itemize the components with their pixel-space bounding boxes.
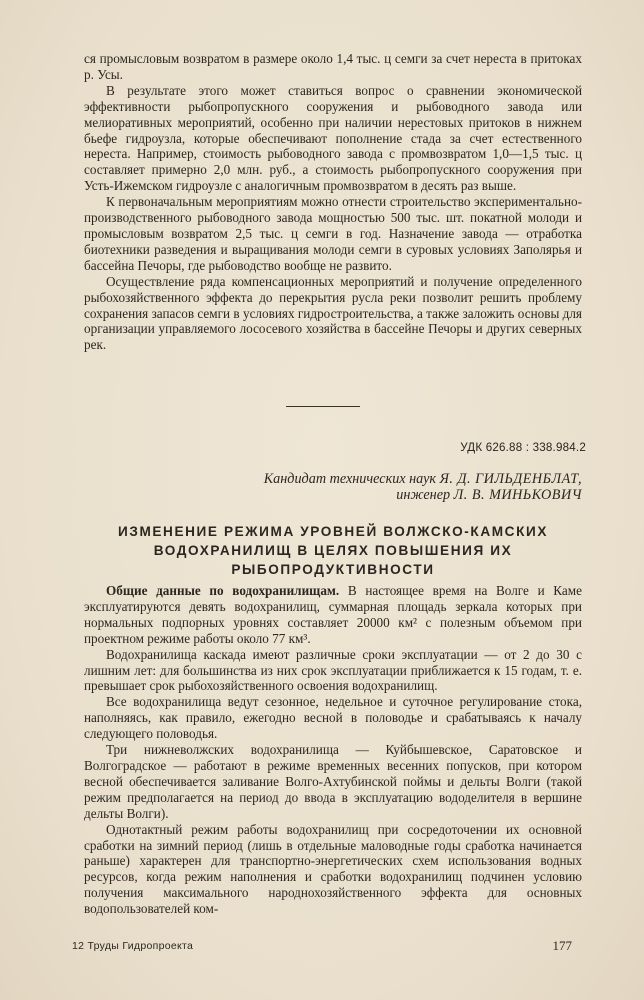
author-name: Я. Д. ГИЛЬДЕНБЛАТ, <box>439 471 582 487</box>
section-heading: Общие данные по водохранилищам. <box>106 583 340 598</box>
page-number: 177 <box>552 938 572 953</box>
section-divider <box>286 406 360 407</box>
paragraph: Однотактный режим работы водохранилищ при сосредоточении их основной сработки на зимний период (лишь в отдельные маловодные годы сработка начинается раньше) характерен для транспортно-энергетических схем использования водных ресурсов, когда режим наполнения и сработки водохранилищ подчинен условию получения максимального народнохозяйственного эффекта для основных водопользователей ком- <box>84 821 582 917</box>
paragraph: Все водохранилища ведут сезонное, недельное и суточное регулирование стока, наполняясь, как правило, ежегодно весной в половодье и срабатываясь к началу следующего половодья. <box>84 694 582 742</box>
lead-text: В настоящее время на Волге и Каме эксплуатируются девять водохранилищ, суммарная площадь зеркала которых при нормальных подпорных уровнях составляет 20000 км² с полезным объемом при проектном режиме работы около 77 км³. <box>84 583 582 646</box>
paragraph: ся промысловым возвратом в размере около 1,4 тыс. ц семги за счет нереста в притоках р. Усы. <box>84 51 582 82</box>
article-continuation <box>84 51 582 353</box>
article-body <box>84 583 582 917</box>
paragraph: В результате этого может ставиться вопрос о сравнении экономической эффективности рыбопропускного сооружения и рыбоводного завода или мелиоративных мероприятий, особенно при наличии нерестовых притоков в нижнем бьефе гидроузла, которые обеспечивают пополнение стада за счет естественного нереста. Например, стоимость рыбоводного завода с промвозвратом 1,0—1,5 тыс. ц составляет примерно 2,0 млн. руб., а стоимость рыбопропускного сооружения при Усть-Ижемском гидроузле с аналогичным промвозвратом в десять раз выше. <box>84 82 582 194</box>
paragraph: Осуществление ряда компенсационных мероприятий и получение определенного рыбохозяйственного эффекта до перекрытия русла реки позволит решить проблему сохранения запасов семги в условиях гидростроительства, а также заложить основы для организации управляемого лососевого хозяйства в бассейне Печоры и других северных рек. <box>84 273 582 353</box>
printer-signature: 12 Труды Гидропроекта <box>72 940 194 952</box>
title-line: РЫБОПРОДУКТИВНОСТИ <box>231 562 435 577</box>
author-line-2 <box>396 487 582 504</box>
paragraph: Три нижневолжских водохранилища — Куйбышевское, Саратовское и Волгоградское — работают в режиме временных весенних попусков, при котором весной обеспечивается заливание Волго-Ахтубинской поймы и дельты Волги (такой режим предполагается на период до ввода в эксплуатацию вододелителя в вершине дельты Волги). <box>84 742 582 821</box>
title-line: ВОДОХРАНИЛИЩ В ЦЕЛЯХ ПОВЫШЕНИЯ ИХ <box>153 543 513 558</box>
paragraph: Водохранилища каскада имеют различные сроки эксплуатации — от 2 до 30 с лишним лет: для большинства из них срок эксплуатации приближается к 15 годам, т. е. превышает срок рыбохозяйственного освоения водохранилищ. <box>84 646 582 694</box>
author-role: Кандидат технических наук <box>263 471 437 487</box>
paragraph: К первоначальным мероприятиям можно отнести строительство экспериментально-производственного рыбоводного завода мощностью 500 тыс. шт. покатной молоди и промысловым возвратом 2,5 тыс. ц семги в год. Назначение завода — отработка биотехники разведения и выращивания молоди семги в суровых условиях Заполярья и бассейна Печоры, где рыбоводство вообще не развито. <box>84 194 582 273</box>
author-role: инженер <box>396 487 451 503</box>
author-line-1 <box>264 471 582 488</box>
article-title <box>84 522 582 579</box>
page-footer <box>72 938 572 956</box>
udk-code: УДК 626.88 : 338.984.2 <box>460 441 586 454</box>
author-name: Л. В. МИНЬКОВИЧ <box>453 487 582 503</box>
title-line: ИЗМЕНЕНИЕ РЕЖИМА УРОВНЕЙ ВОЛЖСКО-КАМСКИХ <box>117 524 549 539</box>
lead-paragraph <box>84 583 582 647</box>
